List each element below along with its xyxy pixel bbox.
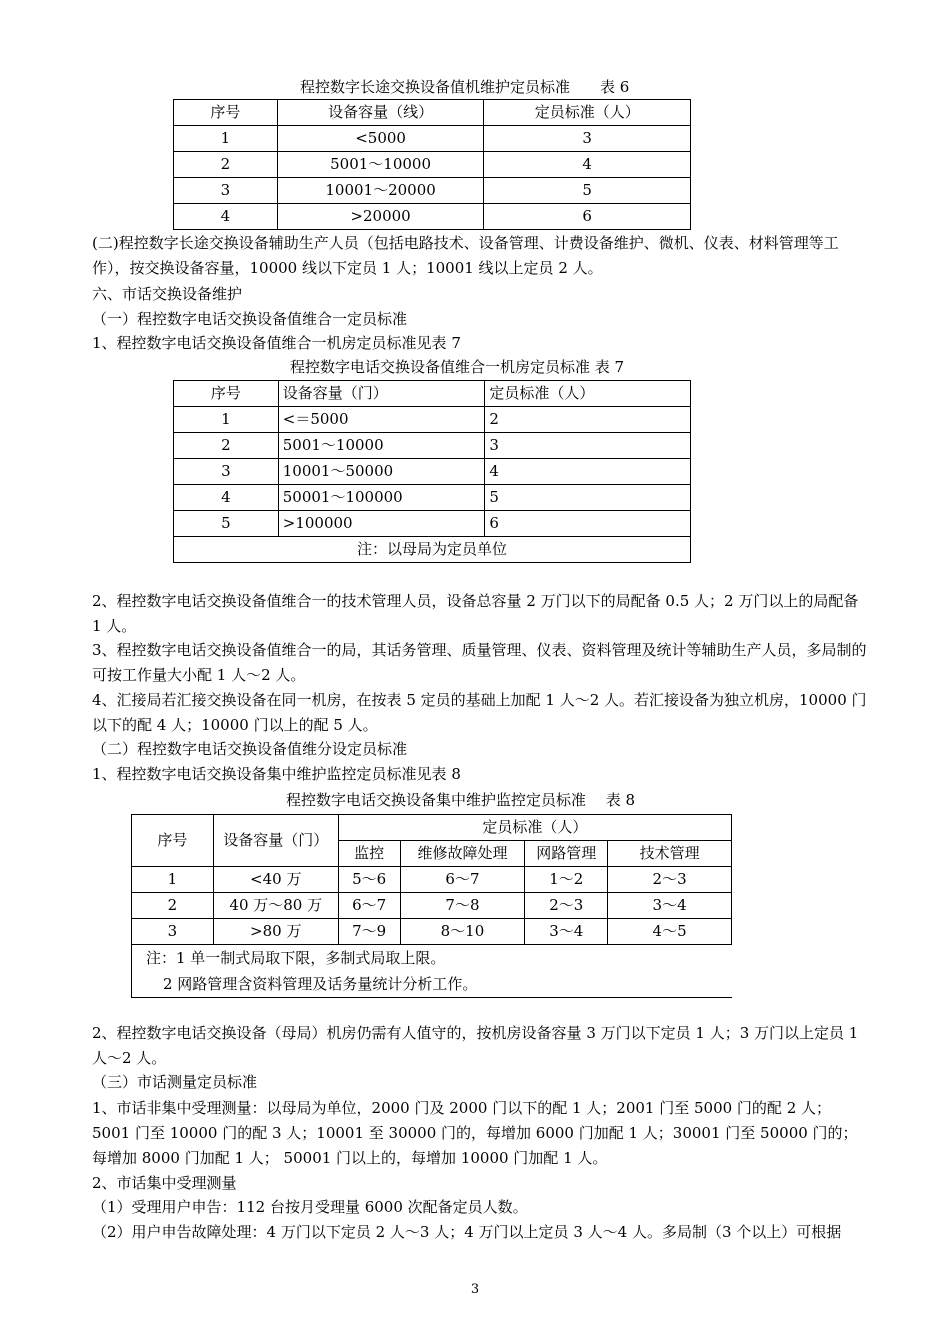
- table-cell: <5000: [277, 126, 484, 152]
- table8-caption: 程控数字电话交换设备集中维护监控定员标准 表 8: [286, 791, 636, 809]
- table-cell: 4: [174, 204, 278, 230]
- table-cell: 4: [484, 152, 691, 178]
- table-cell: 2: [174, 433, 279, 459]
- table-row: [174, 178, 691, 204]
- table-cell: 50001～100000: [278, 485, 485, 511]
- header-cell: 设备容量（线）: [277, 100, 484, 126]
- table-cell: >20000: [277, 204, 484, 230]
- table-note: 注：以母局为定员单位: [174, 537, 691, 563]
- table-cell: 2: [132, 893, 214, 919]
- table-row: [174, 407, 691, 433]
- table-row: [174, 126, 691, 152]
- table-cell: 1: [174, 407, 279, 433]
- paragraph: 3、程控数字电话交换设备值维合一的局，其话务管理、质量管理、仪表、资料管理及统计等辅助生产人员，多局制的可按工作量大小配 1 人～2 人。: [92, 641, 867, 684]
- table-row: [132, 893, 732, 919]
- table-cell: 5001～10000: [277, 152, 484, 178]
- header-cell: 序号: [174, 100, 278, 126]
- table-row: [174, 204, 691, 230]
- table-note-row: [174, 537, 691, 563]
- table-note-line: 注：1 单一制式局取下限，多制式局取上限。: [146, 949, 446, 967]
- table-cell: 4: [485, 459, 691, 485]
- table6: [173, 99, 691, 230]
- table-row: [174, 459, 691, 485]
- table8: [131, 814, 732, 998]
- header-cell: 定员标准（人）: [484, 100, 691, 126]
- table-row: [174, 485, 691, 511]
- table-cell: 3～4: [608, 893, 732, 919]
- subsection-heading: （三）市话测量定员标准: [92, 1073, 258, 1091]
- table-row: [174, 152, 691, 178]
- header-cell: 维修故障处理: [400, 841, 525, 867]
- list-item: 1、程控数字电话交换设备值维合一机房定员标准见表 7: [92, 334, 461, 352]
- table-cell: 3～4: [525, 919, 608, 945]
- table-cell: 2: [485, 407, 691, 433]
- table-cell: >80 万: [213, 919, 338, 945]
- table-cell: 1～2: [525, 867, 608, 893]
- page-number: 3: [470, 1282, 480, 1297]
- table-cell: 6: [485, 511, 691, 537]
- table-cell: 7～8: [400, 893, 525, 919]
- table-row: [132, 867, 732, 893]
- header-cell: 定员标准（人）: [338, 815, 731, 841]
- table-cell: <＝5000: [278, 407, 485, 433]
- table-cell: 2～3: [525, 893, 608, 919]
- table-cell: 3: [174, 459, 279, 485]
- section-heading: 六、市话交换设备维护: [92, 285, 243, 303]
- paragraph: 2、程控数字电话交换设备值维合一的技术管理人员，设备总容量 2 万门以下的局配备 0.5 人；2 万门以上的局配备 1 人。: [92, 592, 859, 635]
- table-cell: 5: [485, 485, 691, 511]
- table-cell: 6～7: [400, 867, 525, 893]
- table-cell: 40 万～80 万: [213, 893, 338, 919]
- header-cell: 序号: [174, 381, 279, 407]
- table-header-row: [132, 815, 732, 841]
- table-cell: 8～10: [400, 919, 525, 945]
- header-cell: 序号: [132, 815, 214, 867]
- list-item: 1、程控数字电话交换设备集中维护监控定员标准见表 8: [92, 765, 461, 783]
- table-note: [132, 945, 732, 998]
- table-row: [132, 919, 732, 945]
- paragraph: 4、汇接局若汇接交换设备在同一机房，在按表 5 定员的基础上加配 1 人～2 人。若汇接设备为独立机房，10000 门以下的配 4 人；10000 门以上的配 5 人。: [92, 691, 867, 734]
- table7-caption: 程控数字电话交换设备值维合一机房定员标准 表 7: [290, 358, 625, 376]
- table-cell: 4～5: [608, 919, 732, 945]
- header-cell: 技术管理: [608, 841, 732, 867]
- table-cell: 3: [132, 919, 214, 945]
- table-cell: 6: [484, 204, 691, 230]
- table-cell: 5: [484, 178, 691, 204]
- list-item: 2、市话集中受理测量: [92, 1174, 237, 1192]
- table-cell: 10001～20000: [277, 178, 484, 204]
- table-cell: <40 万: [213, 867, 338, 893]
- list-item: （1）受理用户申告：112 台按月受理量 6000 次配备定员人数。: [92, 1198, 528, 1216]
- table-cell: 6～7: [338, 893, 400, 919]
- table-header-row: [174, 100, 691, 126]
- paragraph: 1、市话非集中受理测量：以母局为单位，2000 门及 2000 门以下的配 1 人；2001 门至 5000 门的配 2 人；5001 门至 10000 门的配 3 人；10001 至 30000 门的，每增加 6000 门加配 1 人；30001 门至 50000 门的；每增加 8000 门加配 1 人； 50001 门以上的，每增加 10000 门加配 1 人。: [92, 1099, 858, 1167]
- header-cell: 设备容量（门）: [213, 815, 338, 867]
- table-cell: 5: [174, 511, 279, 537]
- header-cell: 网路管理: [525, 841, 608, 867]
- table-cell: 2～3: [608, 867, 732, 893]
- table-cell: 10001～50000: [278, 459, 485, 485]
- table6-caption: 程控数字长途交换设备值机维护定员标准 表 6: [300, 78, 630, 96]
- table-note-row: [132, 945, 732, 998]
- table-cell: 5～6: [338, 867, 400, 893]
- header-cell: 设备容量（门）: [278, 381, 485, 407]
- subsection-heading: （二）程控数字电话交换设备值维分设定员标准: [92, 740, 408, 758]
- subsection-heading: （一）程控数字电话交换设备值维合一定员标准: [92, 310, 408, 328]
- table-cell: 1: [174, 126, 278, 152]
- table-row: [174, 511, 691, 537]
- table-cell: >100000: [278, 511, 485, 537]
- paragraph: 2、程控数字电话交换设备（母局）机房仍需有人值守的，按机房设备容量 3 万门以下定员 1 人；3 万门以上定员 1 人～2 人。: [92, 1024, 859, 1067]
- table-cell: 7～9: [338, 919, 400, 945]
- table-cell: 5001～10000: [278, 433, 485, 459]
- table-note-line: 2 网路管理含资料管理及话务量统计分析工作。: [163, 975, 478, 993]
- table-cell: 3: [484, 126, 691, 152]
- paragraph: (二)程控数字长途交换设备辅助生产人员（包括电路技术、设备管理、计费设备维护、微机、仪表、材料管理等工作），按交换设备容量，10000 线以下定员 1 人；10001 线以上定员 2 人。: [92, 234, 839, 277]
- table-row: [174, 433, 691, 459]
- table-cell: 4: [174, 485, 279, 511]
- table7: [173, 380, 691, 563]
- header-cell: 监控: [338, 841, 400, 867]
- table-header-row: [174, 381, 691, 407]
- table-cell: 2: [174, 152, 278, 178]
- table-cell: 1: [132, 867, 214, 893]
- list-item: （2）用户申告故障处理：4 万门以下定员 2 人～3 人；4 万门以上定员 3 人～4 人。多局制（3 个以上）可根据: [92, 1223, 842, 1241]
- table-cell: 3: [485, 433, 691, 459]
- table-cell: 3: [174, 178, 278, 204]
- header-cell: 定员标准（人）: [485, 381, 691, 407]
